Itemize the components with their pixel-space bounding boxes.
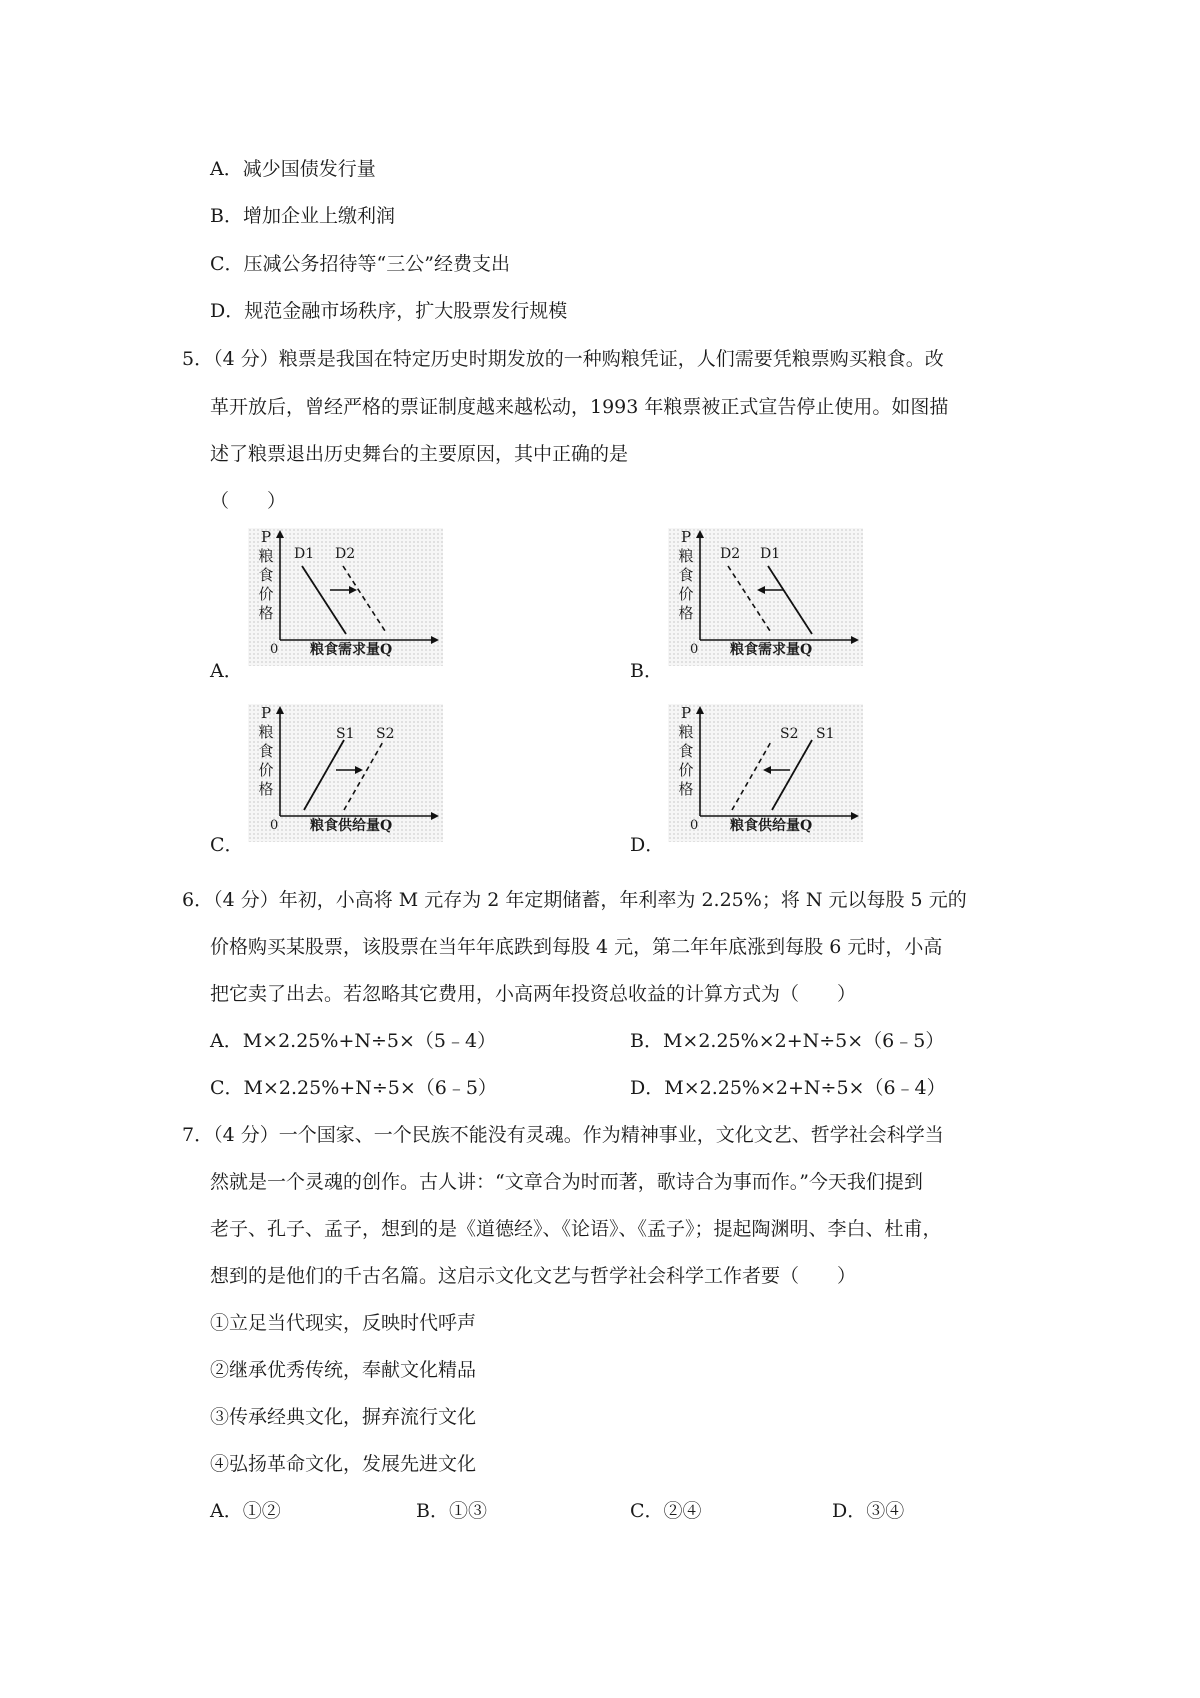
q6-option-a: A．M×2.25%+N÷5×（5﹣4）: [210, 1030, 497, 1052]
q6-option-c: C．M×2.25%+N÷5×（6﹣5）: [210, 1077, 497, 1099]
graph-solid-curve-label: S1: [816, 726, 835, 742]
graph-dashed-curve-label: S2: [376, 726, 395, 742]
graph-solid-curve-label: D1: [760, 546, 781, 562]
q4-option-c: C．压减公务招待等“三公”经费支出: [210, 253, 510, 275]
graph-origin-label: 0: [690, 818, 699, 833]
q7-stem-line-4: 想到的是他们的千古名篇。这启示文化文艺与哲学社会科学工作者要（ ）: [210, 1265, 857, 1287]
graph-solid-curve: [768, 566, 812, 634]
graph-origin-label: 0: [690, 642, 699, 657]
graph-dashed-curve: [344, 740, 384, 810]
q7-statement-2: ②继承优秀传统，奉献文化精品: [210, 1359, 477, 1381]
graph-x-arrowhead: [851, 636, 859, 644]
q7-stem-line-2: 然就是一个灵魂的创作。古人讲：“文章合为时而著，歌诗合为事而作。”今天我们提到: [210, 1171, 923, 1193]
graph-shift-arrowhead: [763, 766, 771, 774]
graph-x-arrowhead: [431, 812, 439, 820]
graph-x-axis-label: 粮食需求量Q: [310, 642, 393, 658]
graph-plot: [248, 528, 443, 666]
q5-stem-line-3: 述了粮票退出历史舞台的主要原因，其中正确的是: [210, 443, 629, 465]
graph-solid-curve: [304, 740, 344, 810]
graph-x-arrowhead: [431, 636, 439, 644]
graph-plot: [248, 704, 443, 842]
graph-plot: [668, 704, 863, 842]
graph-solid-curve-label: S1: [336, 726, 355, 742]
q5-graph-d: [668, 704, 863, 842]
q7-option-d: D．③④: [832, 1500, 905, 1522]
graph-dashed-curve-label: D2: [335, 546, 356, 562]
q4-option-a: A．减少国债发行量: [210, 158, 376, 180]
graph-x-axis-label: 粮食供给量Q: [310, 818, 393, 834]
graph-origin-label: 0: [270, 642, 279, 657]
q6-stem-line-2: 价格购买某股票，该股票在当年年底跌到每股 4 元，第二年年底涨到每股 6 元时，小高: [210, 936, 943, 958]
graph-y-axis-label: P粮食价格: [678, 528, 694, 622]
graph-y-arrowhead: [276, 530, 284, 538]
q7-statement-1: ①立足当代现实，反映时代呼声: [210, 1312, 477, 1334]
graph-dashed-curve: [343, 566, 387, 634]
graph-plot: [668, 528, 863, 666]
graph-y-axis-label: P粮食价格: [258, 528, 274, 622]
graph-y-axis-label: P粮食价格: [258, 704, 274, 798]
graph-solid-curve: [772, 740, 812, 810]
graph-dashed-curve-label: D2: [720, 546, 741, 562]
q6-stem-line-3: 把它卖了出去。若忽略其它费用，小高两年投资总收益的计算方式为（ ）: [210, 983, 857, 1005]
q7-stem-line-3: 老子、孔子、孟子，想到的是《道德经》、《论语》、《孟子》；提起陶渊明、李白、杜甫，: [210, 1218, 942, 1240]
q5-stem-line-2: 革开放后，曾经严格的票证制度越来越松动，1993 年粮票被正式宣告停止使用。如图描: [210, 396, 949, 418]
q5-option-c-label: C．: [210, 834, 244, 856]
graph-shift-arrowhead: [757, 586, 765, 594]
graph-y-arrowhead: [696, 530, 704, 538]
q5-option-a-label: A．: [210, 660, 243, 682]
graph-y-arrowhead: [276, 706, 284, 714]
q6-option-b: B．M×2.25%×2+N÷5×（6﹣5）: [630, 1030, 945, 1052]
graph-x-axis-label: 粮食需求量Q: [730, 642, 813, 658]
graph-dashed-curve: [728, 566, 772, 634]
graph-dashed-curve-label: S2: [780, 726, 799, 742]
q7-statement-3: ③传承经典文化，摒弃流行文化: [210, 1406, 477, 1428]
q7-statement-4: ④弘扬革命文化，发展先进文化: [210, 1453, 477, 1475]
graph-y-axis-label: P粮食价格: [678, 704, 694, 798]
q5-answer-blank: （ ）: [210, 490, 287, 512]
q5-graph-c: [248, 704, 443, 842]
q7-option-a: A．①②: [210, 1500, 281, 1522]
q7-option-c: C．②④: [630, 1500, 702, 1522]
graph-solid-curve: [302, 566, 346, 634]
q6-stem-line-1: 6．（4 分）年初，小高将 M 元存为 2 年定期储蓄，年利率为 2.25%；将 N 元以每股 5 元的: [182, 889, 967, 911]
q5-graph-a: [248, 528, 443, 666]
graph-x-axis-label: 粮食供给量Q: [730, 818, 813, 834]
q4-option-d: D．规范金融市场秩序，扩大股票发行规模: [210, 300, 568, 322]
graph-dashed-curve: [732, 740, 772, 810]
graph-shift-arrowhead: [355, 766, 363, 774]
q7-option-b: B．①③: [416, 1500, 487, 1522]
q4-option-b: B．增加企业上缴利润: [210, 205, 395, 227]
q5-option-b-label: B．: [630, 660, 663, 682]
q5-option-d-label: D．: [630, 834, 665, 856]
graph-origin-label: 0: [270, 818, 279, 833]
graph-y-arrowhead: [696, 706, 704, 714]
graph-solid-curve-label: D1: [294, 546, 315, 562]
q7-stem-line-1: 7．（4 分）一个国家、一个民族不能没有灵魂。作为精神事业，文化文艺、哲学社会科学当: [182, 1124, 944, 1146]
q5-graph-b: [668, 528, 863, 666]
q6-option-d: D．M×2.25%×2+N÷5×（6﹣4）: [630, 1077, 946, 1099]
graph-x-arrowhead: [851, 812, 859, 820]
graph-shift-arrowhead: [349, 586, 357, 594]
q5-stem-line-1: 5．（4 分）粮票是我国在特定历史时期发放的一种购粮凭证，人们需要凭粮票购买粮食。改: [182, 348, 944, 370]
